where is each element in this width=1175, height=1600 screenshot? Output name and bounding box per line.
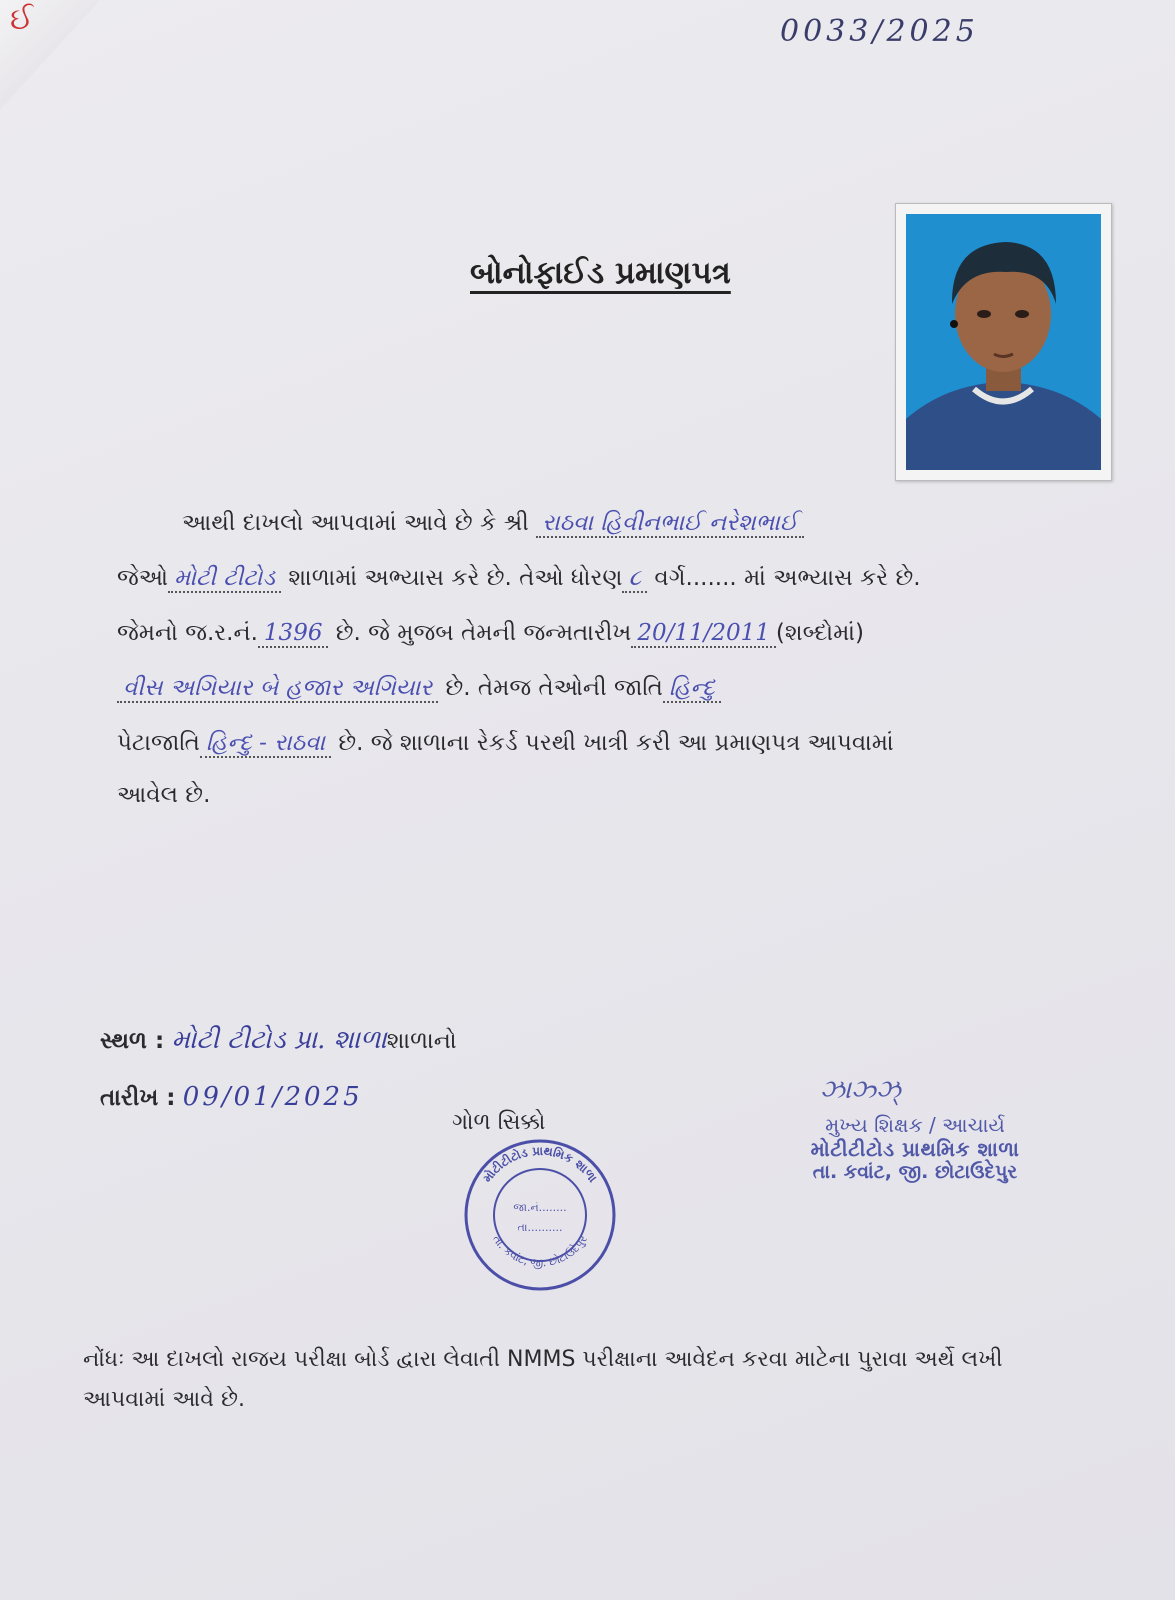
seal-graphic [460, 1135, 620, 1295]
stamp-bottom-text: તા. કવાંટ, જી. છોટાઉદેપુર [489, 1232, 591, 1270]
school-name-value: મોટી ટીટોડ [168, 565, 281, 593]
note-line-2: આપવામાં આવે છે. [83, 1387, 245, 1412]
corner-mark: ઈ [10, 2, 34, 37]
sub-caste-value: હિન્દુ - રાઠવા [200, 730, 331, 758]
body-line-1 [117, 510, 1175, 536]
student-photo [895, 203, 1112, 481]
place-value: મોટી ટીટોડ પ્રા. શાળા [171, 1025, 387, 1055]
body-line-6: આવેલ છે. [117, 782, 211, 808]
principal-address: તા. કવાંટ, જી. છોટાઉદેપુર [812, 1161, 1018, 1183]
portrait-image [906, 214, 1101, 470]
date-label: તારીખ : [100, 1085, 176, 1111]
seal-label: ગોળ સિક્કો [452, 1110, 546, 1135]
certificate-title: બોનોફાઈડ પ્રમાણપત્ર [470, 255, 731, 291]
place-row [100, 1025, 457, 1056]
line2-prefix: જેઓ [117, 565, 169, 591]
caste-value: હિન્દુ [663, 675, 721, 703]
svg-text:મોટીટીટોડ પ્રાથમિક શાળા [479, 1144, 600, 1185]
date-row [100, 1082, 363, 1112]
svg-text:તા. કવાંટ, જી. છોટાઉદેપુર [490, 1233, 590, 1270]
stamp-ring-text: મોટીટીટોડ પ્રાથમિક શાળા [480, 1143, 600, 1185]
principal-stamp [765, 1113, 1065, 1183]
principal-title: મુખ્ય શિક્ષક / આચાર્ય [825, 1113, 1005, 1137]
principal-signature: ઝાઝ્ઝ્ [820, 1075, 901, 1105]
place-suffix: શાળાનો [386, 1028, 457, 1054]
serial-number: 0033/2025 [780, 14, 979, 49]
birth-date-value: 20/11/2011 [631, 620, 776, 648]
line2-middle: શાળામાં અભ્યાસ કરે છે. તેઓ ધોરણ [288, 565, 623, 591]
body-line-2 [117, 565, 1127, 591]
body-line-4 [117, 675, 1127, 701]
line5-suffix: છે. જે શાળાના રેકર્ડ પરથી ખાત્રી કરી આ પ્રમાણપત્ર આપવામાં [338, 730, 894, 756]
line1-prefix: આથી દાખલો આપવામાં આવે છે કે શ્રી [182, 510, 529, 536]
body-line-3 [117, 620, 1127, 646]
body-line-5 [117, 730, 1127, 756]
note-line-1: નોંધઃ આ દાખલો રાજય પરીક્ષા બોર્ડ દ્વારા લેવાતી NMMS પરીક્ષાના આવેદન કરવા માટેના પુરાવા અર્થે લખી [83, 1347, 1003, 1372]
line3-prefix: જેમનો જ.ર.નં. [117, 620, 258, 646]
school-seal [460, 1135, 620, 1295]
birth-date-words-value: વીસ અગિયાર બે હજાર અગિયાર [117, 675, 438, 703]
line3-suffix: (શબ્દોમાં) [775, 620, 864, 646]
line2-suffix: વર્ગ....... માં અભ્યાસ કરે છે. [654, 565, 921, 591]
principal-school: મોટીટીટોડ પ્રાથમિક શાળા [810, 1137, 1020, 1161]
line3-middle: છે. જે મુજબ તેમની જન્મતારીખ [335, 620, 632, 646]
line5-prefix: પેટાજાતિ [117, 730, 200, 756]
stamp-line-1: જા.નં........ [513, 1201, 567, 1214]
register-number-value: 1396 [258, 620, 329, 648]
standard-value: ૮ [622, 565, 647, 593]
line4-middle: છે. તેમજ તેઓની જાતિ [445, 675, 663, 701]
student-name-value: રાઠવા હિવીનભાઈ નરેશભાઈ [536, 510, 803, 538]
date-value: 09/01/2025 [182, 1082, 363, 1112]
stamp-line-2: તા.......... [517, 1221, 563, 1234]
note-block [83, 1340, 1043, 1420]
place-label: સ્થળ : [100, 1028, 165, 1054]
